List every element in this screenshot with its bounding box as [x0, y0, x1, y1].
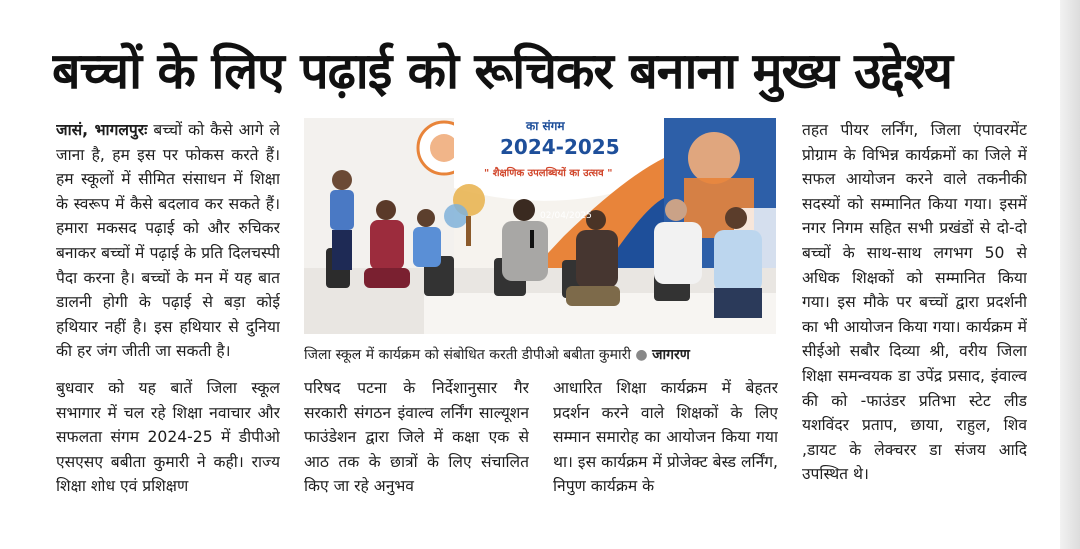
- caption-credit: जागरण: [652, 347, 690, 363]
- banner-date: 02/04/2025: [540, 211, 592, 221]
- event-photo-illustration: [304, 118, 776, 334]
- photo-caption: [304, 343, 776, 367]
- caption-bullet: ●: [635, 347, 653, 363]
- news-photo: [304, 118, 776, 334]
- banner-year: 2024-2025: [500, 135, 620, 159]
- dateline: जासं, भागलपुरः: [56, 121, 148, 139]
- article-column-middle-1: परिषद पटना के निर्देशानुसार गैर सरकारी संगठन इंवाल्व लर्निंग साल्यूशन फाउंडेशन द्वारा जिले में कक्षा एक से आठ तक के छात्रों के लिए संचालित किए जा रहे अनुभव: [304, 379, 529, 496]
- banner-tagline: " शैक्षणिक उपलब्धियों का उत्सव ": [484, 168, 613, 179]
- article-column-right: तहत पीयर लर्निंग, जिला एंपावरमेंट प्रोग्राम के विभिन्न कार्यक्रमों का जिले में सफल आयोजन करने वाले तकनीकी सदस्यों को सम्मानित किया गया। इसमें नगर निगम सहित सभी प्रखंडों से दो-दो बच्चों के साथ-साथ लगभग 50 से अधिक शिक्षकों को सम्मानित किया गया। इस मौके पर बच्चों द्वारा प्रदर्शनी का भी आयोजन किया गया। कार्यक्रम में सीईओ सबौर दिव्या श्री, वरीय जिला शिक्षा समन्वयक डा उपेंद्र प्रसाद, इंवाल्व की को -फाउंडर प्रतिभा स्टेट लीड यशविंदर प्रताप, छाया, राहुल, शिव ,डायट के लेक्चरर डा संजय आदि उपस्थित थे।: [802, 121, 1027, 484]
- caption-text: जिला स्कूल में कार्यक्रम को संबोधित करती डीपीओ बबीता कुमारी: [304, 347, 631, 363]
- article-column-left-bottom: बुधवार को यह बातें जिला स्कूल सभागार में चल रहे शिक्षा नवाचार और सफलता संगम 2024-25 में डीपीओ एसएसए बबीता कुमारी ने कही। राज्य शिक्षा शोध एवं प्रशिक्षण: [56, 379, 280, 496]
- banner-small-text: का संगम: [526, 119, 565, 133]
- page-edge-shadow: [1060, 0, 1080, 549]
- article-column-middle-2: आधारित शिक्षा कार्यक्रम में बेहतर प्रदर्शन करने वाले शिक्षकों के लिए सम्मान समारोह का आयोजन किया गया था। इस कार्यक्रम में प्रोजेक्ट बेस्ड लर्निंग, निपुण कार्यक्रम के: [553, 379, 778, 496]
- article-column-left-top: [56, 118, 280, 374]
- paragraph-intro: बच्चों को कैसे आगे ले जाना है, हम इस पर फोकस करते हैं। हम स्कूलों में सीमित संसाधन में शिक्षा के स्वरूप में कैसे बदलाव कर सकते हैं। हमारा मकसद पढ़ाई को और रुचिकर बनाकर बच्चों में पढ़ाई के प्रति दिलचस्पी पैदा करना है। बच्चों के मन में यह बात डालनी होगी के पढ़ाई से बड़ा कोई हथियार नहीं है। इस हथियार से दुनिया की हर जंग जीती जा सकती है।: [56, 121, 280, 361]
- headline: बच्चों के लिए पढ़ाई को रूचिकर बनाना मुख्य उद्देश्य: [52, 42, 953, 100]
